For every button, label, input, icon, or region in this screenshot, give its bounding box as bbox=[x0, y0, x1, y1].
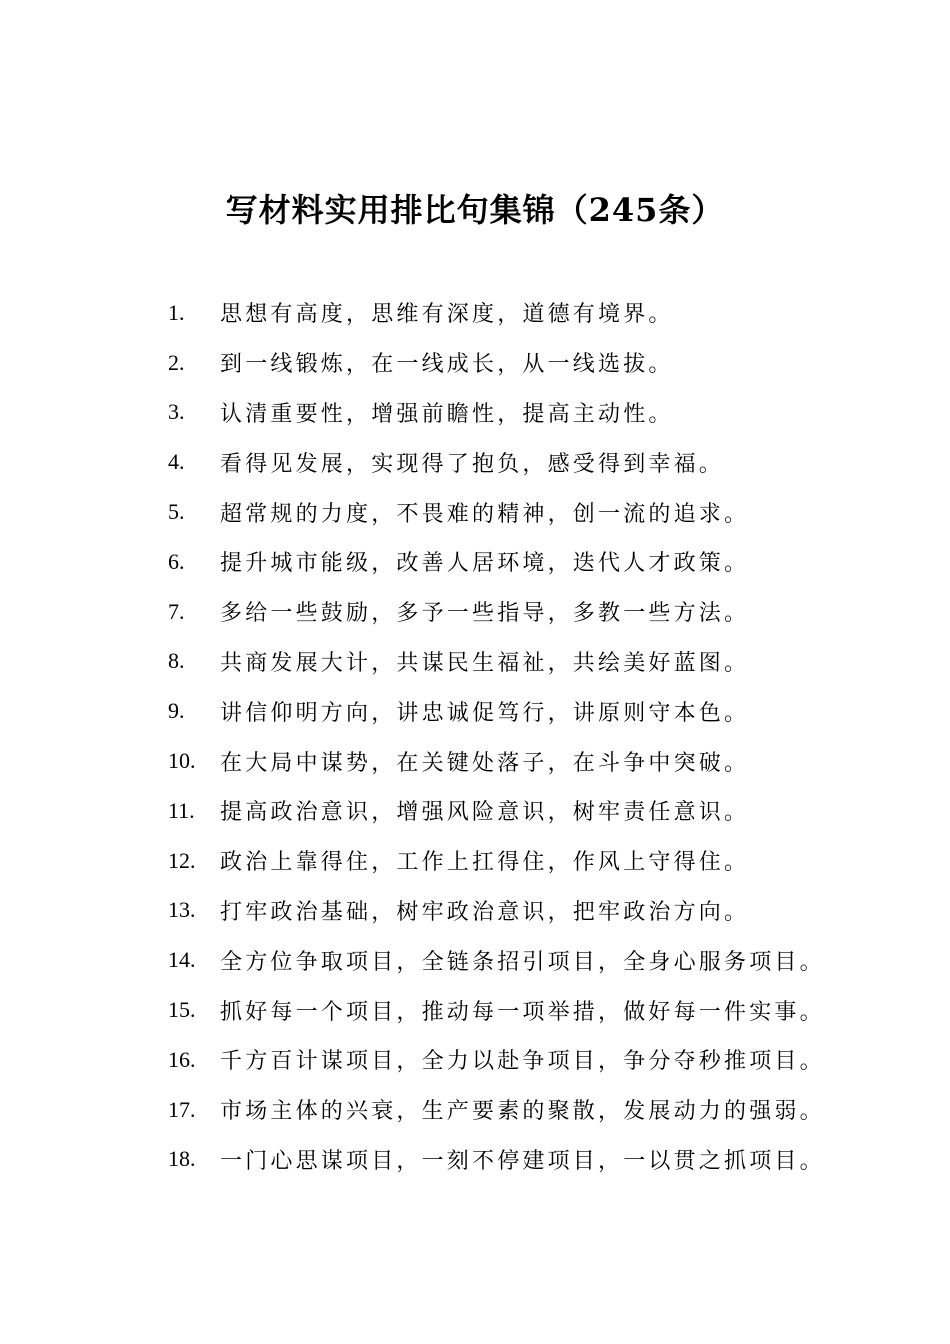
item-number: 3. bbox=[168, 399, 185, 425]
item-number: 11. bbox=[168, 797, 195, 823]
item-text: 一门心思谋项目，一刻不停建项目，一以贯之抓项目。 bbox=[220, 1148, 825, 1174]
list-item bbox=[168, 686, 868, 736]
item-number: 14. bbox=[168, 947, 196, 973]
item-number: 16. bbox=[168, 1046, 196, 1072]
item-number: 10. bbox=[168, 748, 196, 774]
item-number: 7. bbox=[168, 598, 185, 624]
item-number: 15. bbox=[168, 997, 196, 1023]
item-number: 12. bbox=[168, 847, 196, 873]
item-number: 8. bbox=[168, 648, 185, 674]
list-item bbox=[168, 487, 868, 537]
item-text: 全方位争取项目，全链条招引项目，全身心服务项目。 bbox=[220, 949, 825, 975]
item-number: 4. bbox=[168, 449, 185, 475]
item-text: 多给一些鼓励，多予一些指导，多教一些方法。 bbox=[220, 601, 750, 627]
list-item bbox=[168, 935, 868, 985]
list-item bbox=[168, 637, 868, 687]
phrase-list bbox=[168, 288, 868, 1184]
list-item bbox=[168, 288, 868, 338]
list-item bbox=[168, 736, 868, 786]
list-item bbox=[168, 1085, 868, 1135]
list-item bbox=[168, 1135, 868, 1185]
list-item bbox=[168, 985, 868, 1035]
item-text: 认清重要性，增强前瞻性，提高主动性。 bbox=[220, 401, 674, 427]
item-text: 看得见发展，实现得了抱负，感受得到幸福。 bbox=[220, 451, 725, 477]
item-text: 抓好每一个项目，推动每一项举措，做好每一件实事。 bbox=[220, 999, 825, 1025]
item-number: 18. bbox=[168, 1146, 196, 1172]
item-number: 13. bbox=[168, 897, 196, 923]
item-text: 讲信仰明方向，讲忠诚促笃行，讲原则守本色。 bbox=[220, 700, 750, 726]
list-item bbox=[168, 388, 868, 438]
item-text: 政治上靠得住，工作上扛得住，作风上守得住。 bbox=[220, 850, 750, 876]
item-number: 9. bbox=[168, 698, 185, 724]
list-item bbox=[168, 587, 868, 637]
item-text: 提升城市能级，改善人居环境，迭代人才政策。 bbox=[220, 551, 750, 577]
item-text: 思想有高度，思维有深度，道德有境界。 bbox=[220, 302, 674, 328]
document-title: 写材料实用排比句集锦（245条） bbox=[225, 191, 725, 229]
item-text: 千方百计谋项目，全力以赴争项目，争分夺秒推项目。 bbox=[220, 1049, 825, 1075]
list-item bbox=[168, 1035, 868, 1085]
item-text: 到一线锻炼，在一线成长，从一线选拔。 bbox=[220, 352, 674, 378]
item-number: 5. bbox=[168, 499, 185, 525]
list-item bbox=[168, 836, 868, 886]
list-item bbox=[168, 886, 868, 936]
item-text: 市场主体的兴衰，生产要素的聚散，发展动力的强弱。 bbox=[220, 1099, 825, 1125]
item-text: 在大局中谋势，在关键处落子，在斗争中突破。 bbox=[220, 750, 750, 776]
list-item bbox=[168, 786, 868, 836]
list-item bbox=[168, 338, 868, 388]
item-number: 2. bbox=[168, 349, 185, 375]
item-number: 17. bbox=[168, 1096, 196, 1122]
item-text: 提高政治意识，增强风险意识，树牢责任意识。 bbox=[220, 800, 750, 826]
item-number: 1. bbox=[168, 299, 185, 325]
item-text: 打牢政治基础，树牢政治意识，把牢政治方向。 bbox=[220, 899, 750, 925]
list-item bbox=[168, 537, 868, 587]
item-number: 6. bbox=[168, 548, 185, 574]
item-text: 共商发展大计，共谋民生福祉，共绘美好蓝图。 bbox=[220, 650, 750, 676]
list-item bbox=[168, 437, 868, 487]
item-text: 超常规的力度，不畏难的精神，创一流的追求。 bbox=[220, 501, 750, 527]
